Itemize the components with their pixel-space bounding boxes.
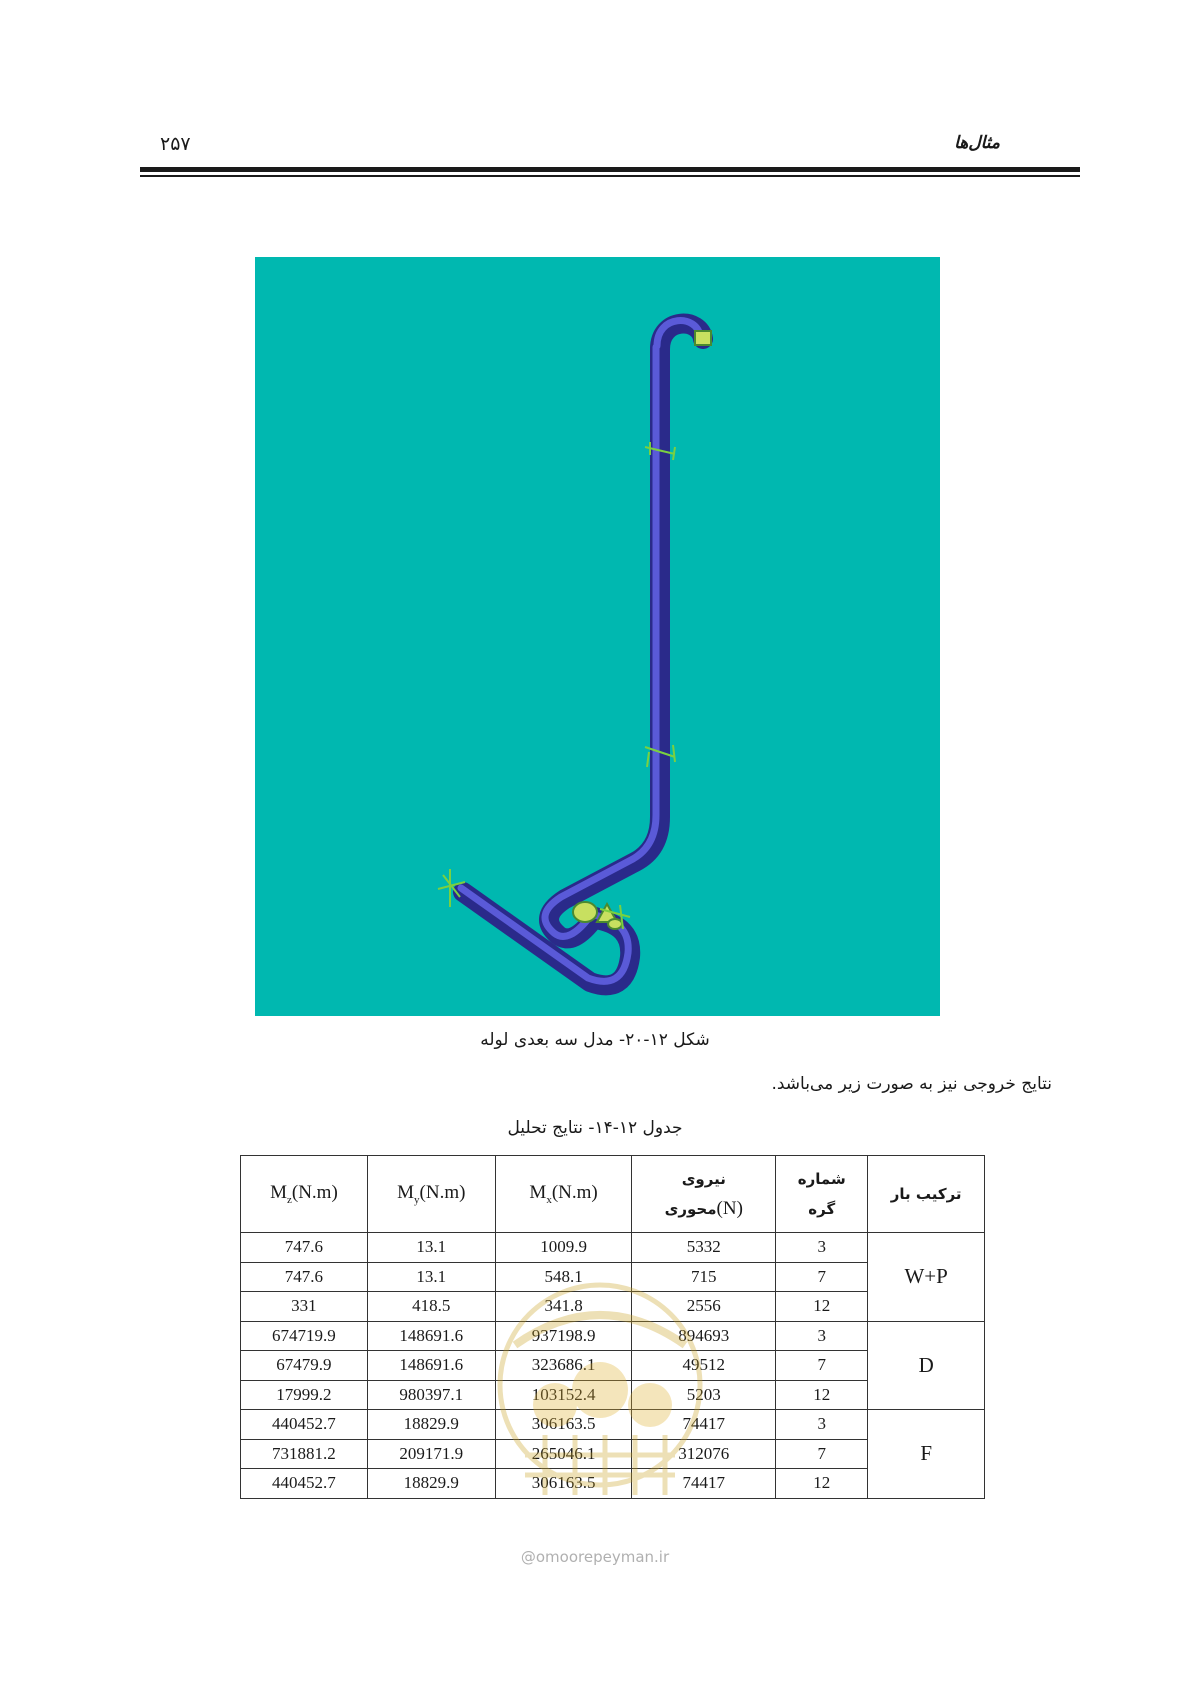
- cell-my: 13.1: [367, 1262, 495, 1292]
- cell-my: 13.1: [367, 1233, 495, 1263]
- cell-my: 209171.9: [367, 1439, 495, 1469]
- watermark-url: @omoorepeyman.ir: [520, 1548, 670, 1566]
- cell-axial: 49512: [632, 1351, 776, 1381]
- table-header-row: [241, 1156, 985, 1233]
- cell-mz: 440452.7: [241, 1469, 368, 1499]
- cell-mz: 674719.9: [241, 1321, 368, 1351]
- cell-axial: 2556: [632, 1292, 776, 1322]
- running-header-title: مثال‌ها: [954, 133, 1000, 153]
- header-mz: $M_z(N.m)$: [241, 1156, 368, 1233]
- cell-node: 12: [776, 1469, 868, 1499]
- page-number: ۲۵۷: [160, 133, 191, 155]
- cell-mz: 440452.7: [241, 1410, 368, 1440]
- cell-axial: 312076: [632, 1439, 776, 1469]
- cell-load-combo: D: [868, 1321, 985, 1410]
- table-row: [241, 1233, 985, 1263]
- cell-my: 18829.9: [367, 1469, 495, 1499]
- cell-node: 3: [776, 1410, 868, 1440]
- cell-my: 980397.1: [367, 1380, 495, 1410]
- cell-node: 3: [776, 1233, 868, 1263]
- cell-axial: 5332: [632, 1233, 776, 1263]
- cell-axial: 5203: [632, 1380, 776, 1410]
- cell-mx: 103152.4: [495, 1380, 632, 1410]
- cell-mz: 331: [241, 1292, 368, 1322]
- cell-mz: 67479.9: [241, 1351, 368, 1381]
- cell-load-combo: F: [868, 1410, 985, 1499]
- header-rule-thin: [140, 175, 1080, 177]
- cell-node: 7: [776, 1351, 868, 1381]
- figure-caption: شکل ۱۲-۲۰- مدل سه بعدی لوله: [480, 1030, 710, 1050]
- table-row: [241, 1321, 985, 1351]
- cell-my: 148691.6: [367, 1351, 495, 1381]
- header-mx: $M_x(N.m)$: [495, 1156, 632, 1233]
- cell-mx: 937198.9: [495, 1321, 632, 1351]
- header-my: $M_y(N.m)$: [367, 1156, 495, 1233]
- cell-node: 3: [776, 1321, 868, 1351]
- cell-mx: 323686.1: [495, 1351, 632, 1381]
- cell-axial: 74417: [632, 1410, 776, 1440]
- cell-mz: 747.6: [241, 1262, 368, 1292]
- cell-node: 7: [776, 1262, 868, 1292]
- cell-my: 18829.9: [367, 1410, 495, 1440]
- header-load-combination: ترکیب بار: [868, 1156, 985, 1233]
- analysis-results-table: [240, 1155, 985, 1499]
- cell-mx: 306163.5: [495, 1469, 632, 1499]
- cell-mx: 548.1: [495, 1262, 632, 1292]
- cell-axial: 894693: [632, 1321, 776, 1351]
- cell-axial: 74417: [632, 1469, 776, 1499]
- header-axial-force: نیروی محوری(N): [632, 1156, 776, 1233]
- table-row: [241, 1410, 985, 1440]
- pipe-model-drawing: [255, 257, 940, 1016]
- cell-mz: 731881.2: [241, 1439, 368, 1469]
- cell-mx: 265046.1: [495, 1439, 632, 1469]
- pipe-3d-model-figure: [255, 257, 940, 1016]
- cell-mx: 306163.5: [495, 1410, 632, 1440]
- cell-mz: 17999.2: [241, 1380, 368, 1410]
- header-node-number: شماره گره: [776, 1156, 868, 1233]
- cell-mx: 341.8: [495, 1292, 632, 1322]
- cell-node: 7: [776, 1439, 868, 1469]
- cell-axial: 715: [632, 1262, 776, 1292]
- cell-my: 148691.6: [367, 1321, 495, 1351]
- cell-mx: 1009.9: [495, 1233, 632, 1263]
- table-caption: جدول ۱۲-۱۴- نتایج تحلیل: [507, 1118, 683, 1138]
- cell-node: 12: [776, 1380, 868, 1410]
- cell-node: 12: [776, 1292, 868, 1322]
- body-paragraph: نتایج خروجی نیز به صورت زیر می‌باشد.: [771, 1074, 1052, 1094]
- cell-load-combo: W+P: [868, 1233, 985, 1322]
- cell-mz: 747.6: [241, 1233, 368, 1263]
- header-rule-thick: [140, 167, 1080, 172]
- cell-my: 418.5: [367, 1292, 495, 1322]
